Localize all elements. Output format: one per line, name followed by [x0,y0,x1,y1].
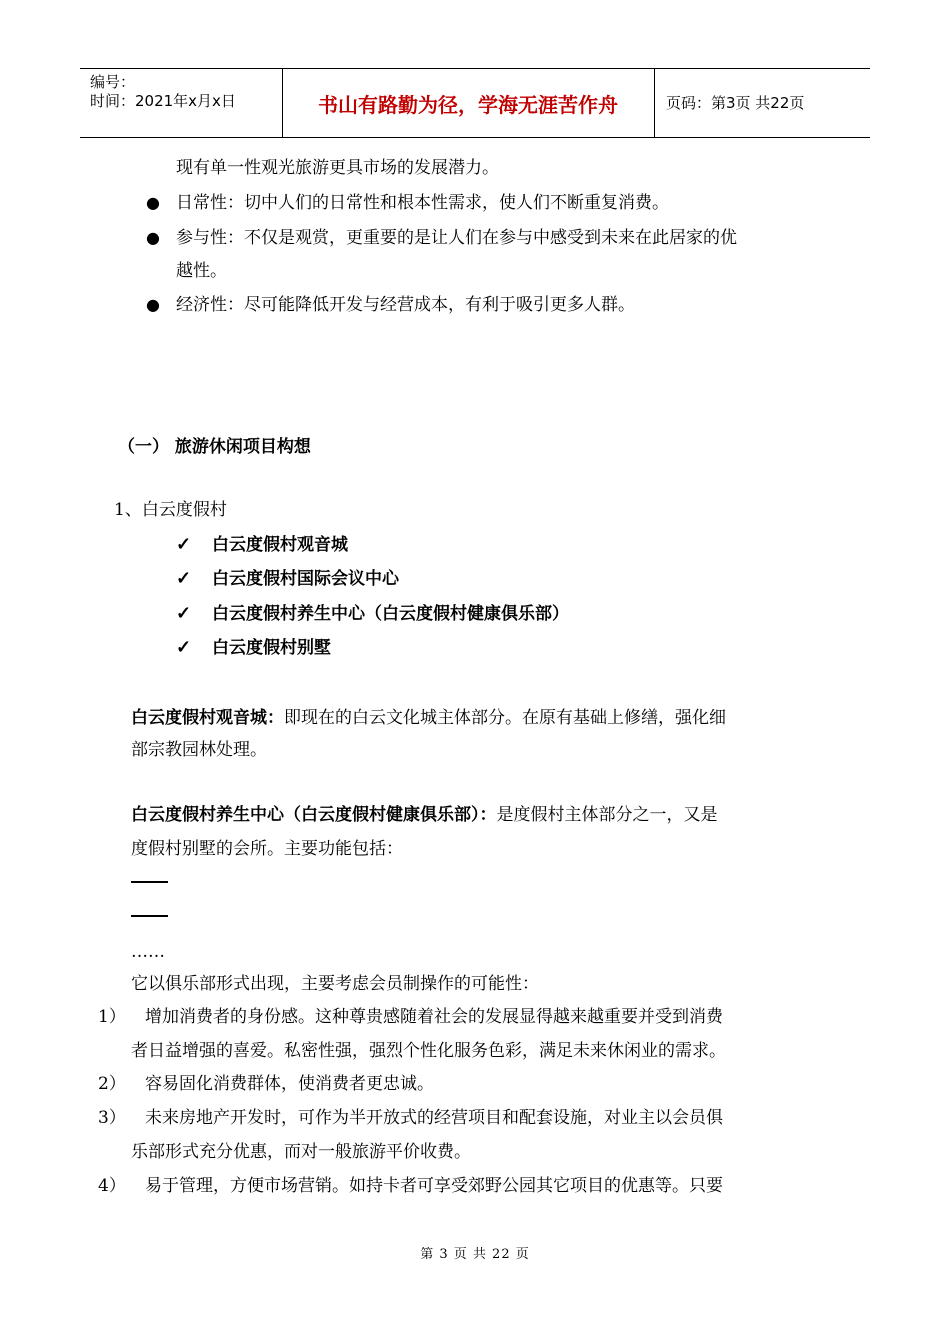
bullet-item: 参与性：不仅是观赏，更重要的是让人们在参与中感受到未来在此居家的优 [176,228,737,248]
check-icon: ✓ [176,568,192,589]
ellipsis: …… [131,942,165,962]
numbered-item: 增加消费者的身份感。这种尊贵感随着社会的发展显得越来越重要并受到消费 [145,1007,723,1027]
checklist-item: 白云度假村观音城 [212,535,348,555]
header-page-label: 页码：第3页 共22页 [666,94,805,112]
paragraph-lead: 白云度假村养生中心（白云度假村健康俱乐部）： [131,805,497,825]
paragraph-health-club [131,803,718,827]
page-footer: 第 3 页 共 22 页 [420,1247,530,1262]
numbered-label: 3） [98,1108,126,1128]
check-icon: ✓ [176,637,192,658]
bullet-dot: ● [146,228,160,247]
paragraph-text: 是度假村主体部分之一，又是 [496,805,718,825]
continued-line: 现有单一性观光旅游更具市场的发展潜力。 [176,158,499,178]
time-label: 时间：2021年x月x日 [90,92,236,110]
bullet-item-continued: 越性。 [176,261,227,281]
checklist-item: 白云度假村别墅 [212,638,331,658]
dash-placeholder [131,915,168,917]
section-heading: （一） 旅游休闲项目构想 [118,437,311,457]
paragraph-continued: 部宗教园林处理。 [131,740,267,760]
numbered-label: 4） [98,1176,126,1196]
numbered-item: 易于管理，方便市场营销。如持卡者可享受郊野公园其它项目的优惠等。只要 [145,1176,723,1196]
sub-heading: 1、白云度假村 [114,500,227,520]
paragraph-lead: 白云度假村观音城： [131,708,284,728]
dash-placeholder [131,881,168,883]
numbered-item-continued: 乐部形式充分优惠，而对一般旅游平价收费。 [131,1142,471,1162]
check-icon: ✓ [176,534,192,555]
check-icon: ✓ [176,603,192,624]
numbered-item: 容易固化消费群体，使消费者更忠诚。 [145,1074,434,1094]
page-header [80,68,870,138]
bullet-item: 日常性：切中人们的日常性和根本性需求，使人们不断重复消费。 [176,193,669,213]
bullet-dot: ● [146,193,160,212]
numbered-item-continued: 者日益增强的喜爱。私密性强，强烈个性化服务色彩，满足未来休闲业的需求。 [131,1041,726,1061]
numbered-label: 2） [98,1074,126,1094]
checklist-item: 白云度假村国际会议中心 [212,569,399,589]
bullet-item: 经济性：尽可能降低开发与经营成本，有利于吸引更多人群。 [176,295,635,315]
paragraph-guanyin [131,706,726,730]
paragraph-text: 即现在的白云文化城主体部分。在原有基础上修缮，强化细 [284,708,726,728]
paragraph-continued: 度假村别墅的会所。主要功能包括： [131,839,403,859]
header-divider [654,69,655,137]
club-intro: 它以俱乐部形式出现，主要考虑会员制操作的可能性： [131,974,539,994]
checklist-item: 白云度假村养生中心（白云度假村健康俱乐部） [212,604,569,624]
bullet-dot: ● [146,295,160,314]
numbered-label: 1） [98,1007,126,1027]
header-motto: 书山有路勤为径，学海无涯苦作舟 [318,92,618,117]
code-label: 编号： [90,73,136,91]
numbered-item: 未来房地产开发时，可作为半开放式的经营项目和配套设施，对业主以会员俱 [145,1108,723,1128]
